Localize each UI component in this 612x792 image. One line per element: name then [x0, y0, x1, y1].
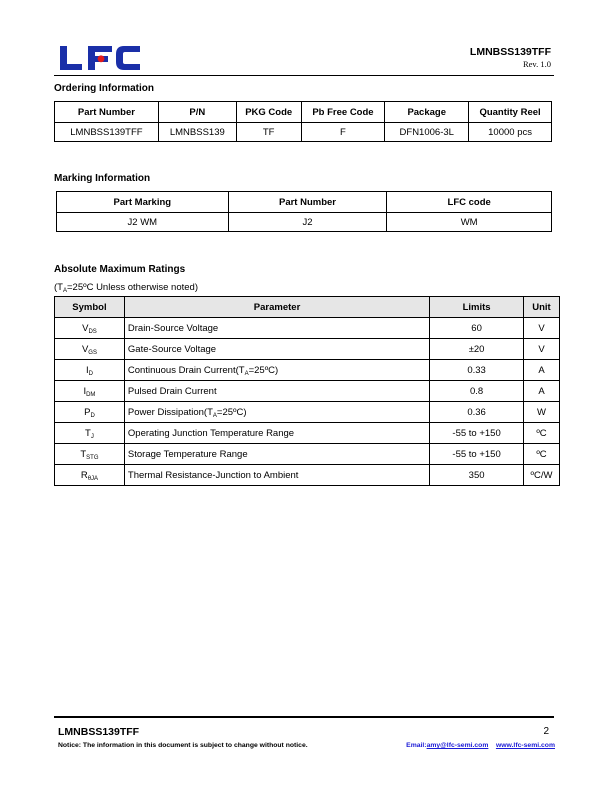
col-limits: Limits: [430, 297, 524, 318]
symbol-subscript: D: [88, 370, 93, 377]
col-package: Package: [385, 102, 469, 123]
ratings-table: [54, 296, 560, 486]
email-label: Email:: [406, 742, 427, 749]
parameter-subscript: A: [244, 370, 249, 377]
header-divider: [54, 75, 554, 76]
table-row: [55, 465, 560, 486]
cell-limit: -55 to +150: [430, 444, 524, 465]
col-pb-free-code: Pb Free Code: [301, 102, 385, 123]
table-row: [55, 402, 560, 423]
cell-parameter: [124, 444, 429, 465]
revision-label: Rev. 1.0: [522, 59, 551, 69]
symbol-letter: T: [80, 448, 87, 460]
symbol-letter: T: [85, 427, 91, 439]
col-lfc-code: LFC code: [387, 192, 552, 213]
table-row: [55, 360, 560, 381]
col-parameter: Parameter: [124, 297, 429, 318]
footer-notice: Notice: The information in this document is subject to change without notice.: [58, 742, 308, 749]
table-row: [55, 318, 560, 339]
cell-part-number: J2: [228, 213, 387, 232]
cell-symbol: [55, 381, 125, 402]
symbol-letter: V: [81, 343, 89, 355]
col-quantity-reel: Quantity Reel: [469, 102, 552, 123]
cell-limit: ±20: [430, 339, 524, 360]
cell-limit: 350: [430, 465, 524, 486]
cell-part-number: LMNBSS139TFF: [55, 123, 159, 142]
cell-unit: A: [523, 381, 559, 402]
cell-unit: W: [523, 402, 559, 423]
parameter-text: Operating Junction Temperature Range: [127, 427, 295, 439]
cell-unit: V: [523, 318, 559, 339]
cell-parameter: [124, 318, 429, 339]
symbol-letter: V: [82, 322, 89, 334]
table-row: [55, 444, 560, 465]
cell-parameter: [124, 381, 429, 402]
note-suffix: =25ºC Unless otherwise noted): [66, 282, 198, 293]
symbol-letter: I: [83, 385, 87, 397]
col-unit: Unit: [523, 297, 559, 318]
marking-table: [56, 191, 552, 232]
symbol-letter: R: [80, 469, 88, 481]
note-subscript: A: [62, 288, 67, 294]
parameter-text: Gate-Source Voltage: [127, 343, 217, 355]
cell-parameter: [124, 360, 429, 381]
cell-pkg-code: TF: [236, 123, 301, 142]
footer-contact: [406, 742, 555, 749]
col-symbol: Symbol: [55, 297, 125, 318]
note-prefix: (T: [54, 282, 63, 293]
cell-pb-free-code: F: [301, 123, 385, 142]
marking-title: Marking Information: [54, 173, 151, 184]
table-row: [55, 339, 560, 360]
cell-symbol: [55, 423, 125, 444]
table-row: [55, 381, 560, 402]
cell-limit: -55 to +150: [430, 423, 524, 444]
col-part-marking: Part Marking: [57, 192, 229, 213]
ordering-table: [54, 101, 552, 142]
footer-part-title: LMNBSS139TFF: [58, 726, 140, 738]
parameter-text: Drain-Source Voltage: [127, 322, 219, 334]
cell-unit: ºC/W: [523, 465, 559, 486]
parameter-subscript: A: [212, 412, 217, 419]
parameter-tail: =25ºC): [248, 364, 279, 376]
cell-symbol: [55, 318, 125, 339]
ordering-title: Ordering Information: [54, 83, 154, 94]
cell-parameter: [124, 402, 429, 423]
website-link[interactable]: www.lfc-semi.com: [495, 742, 555, 749]
cell-parameter: [124, 423, 429, 444]
company-logo: [58, 45, 142, 71]
symbol-subscript: DM: [86, 391, 96, 398]
cell-limit: 0.8: [430, 381, 524, 402]
symbol-subscript: DS: [88, 328, 97, 335]
symbol-letter: I: [85, 364, 89, 376]
page-number: 2: [543, 726, 549, 737]
table-row: [55, 423, 560, 444]
parameter-text: Storage Temperature Range: [127, 448, 248, 460]
symbol-subscript: θJA: [87, 475, 99, 482]
table-row: [57, 213, 552, 232]
cell-pn: LMNBSS139: [158, 123, 236, 142]
document-part-title: LMNBSS139TFF: [469, 46, 551, 58]
footer-divider: [54, 716, 554, 718]
cell-package: DFN1006-3L: [385, 123, 469, 142]
cell-symbol: [55, 444, 125, 465]
cell-parameter: [124, 339, 429, 360]
symbol-subscript: J: [90, 433, 94, 440]
parameter-text: Continuous Drain Current(T: [127, 364, 245, 376]
cell-limit: 60: [430, 318, 524, 339]
parameter-text: Power Dissipation(T: [127, 406, 213, 418]
cell-parameter: [124, 465, 429, 486]
cell-symbol: [55, 360, 125, 381]
col-part-number: Part Number: [228, 192, 387, 213]
symbol-subscript: D: [90, 412, 95, 419]
ratings-condition-note: [54, 282, 198, 293]
parameter-text: Pulsed Drain Current: [127, 385, 217, 397]
cell-symbol: [55, 465, 125, 486]
cell-limit: 0.33: [430, 360, 524, 381]
col-pn: P/N: [158, 102, 236, 123]
cell-unit: ºC: [523, 423, 559, 444]
col-part-number: Part Number: [55, 102, 159, 123]
symbol-letter: P: [84, 406, 91, 418]
cell-quantity-reel: 10000 pcs: [469, 123, 552, 142]
ratings-title: Absolute Maximum Ratings: [54, 264, 186, 275]
cell-limit: 0.36: [430, 402, 524, 423]
cell-symbol: [55, 339, 125, 360]
cell-part-marking: J2 WM: [57, 213, 229, 232]
table-row: [55, 123, 552, 142]
cell-unit: V: [523, 339, 559, 360]
symbol-subscript: GS: [88, 349, 97, 356]
email-link[interactable]: amy@lfc-semi.com: [426, 742, 489, 749]
parameter-tail: =25ºC): [216, 406, 247, 418]
cell-lfc-code: WM: [387, 213, 552, 232]
cell-unit: ºC: [523, 444, 559, 465]
col-pkg-code: PKG Code: [236, 102, 301, 123]
symbol-subscript: STG: [86, 454, 99, 461]
cell-symbol: [55, 402, 125, 423]
parameter-text: Thermal Resistance-Junction to Ambient: [127, 469, 299, 481]
cell-unit: A: [523, 360, 559, 381]
